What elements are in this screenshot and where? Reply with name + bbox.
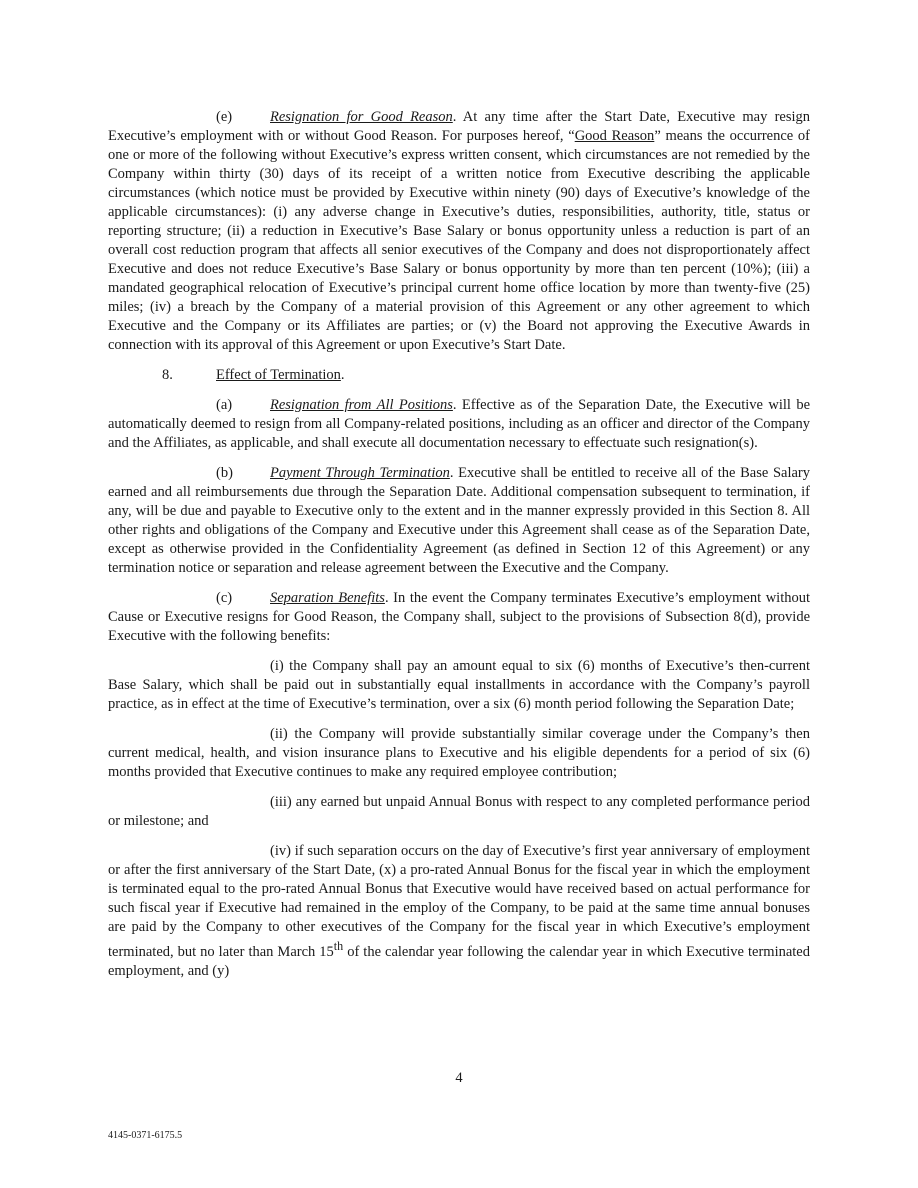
list-item-iv: [108, 842, 810, 981]
paragraph-text: ” means the occurrence of one or more of the following without Executive’s express written consent, which circumstances are not remedied by the Company within thirty (30) days of its receipt of a written notice from Executive describing the applicable circumstances (which notice must be provided by Executive within ninety (90) days of Executive’s knowledge of the applicable circumstances): (i) any adverse change in Executive’s duties, responsibilities, authority, title, status or reporting structure; (ii) a reduction in Executive’s Base Salary or bonus opportunity unless a reduction is part of an overall cost reduction program that affects all senior executives of the Company and does not disproportionately affect Executive and does not reduce Executive’s Base Salary or bonus opportunity by more than ten percent (10%); (iii) a mandated geographical relocation of Executive’s principal current home office location by more than twenty-five (25) miles; (iv) a breach by the Company of a material provision of this Agreement or any other agreement to which Executive and the Company or its Affiliates are parties; or (v) the Board not approving the Executive Awards in connection with its approval of this Agreement or upon Executive’s Start Date.: [108, 128, 810, 353]
ordinal-superscript: th: [333, 939, 344, 953]
paragraph-title: Payment Through Termination: [270, 465, 450, 481]
section-title: Effect of Termination: [216, 367, 341, 383]
paragraph-a: [108, 396, 810, 453]
list-item-i: (i) the Company shall pay an amount equal to six (6) months of Executive’s then-current Base Salary, which shall be paid out in substantially equal installments in accordance with the Company’s payroll practice, as in effect at the time of Executive’s termination, over a six (6) month period following the Separation Date;: [108, 658, 810, 712]
paragraph-label: (e): [216, 109, 233, 125]
paragraph-text: (iv) if such separation occurs on the day of Executive’s first year anniversary of employment or after the first anniversary of the Start Date, (x) a pro-rated Annual Bonus for the fiscal year in which the employment is terminated equal to the pro-rated Annual Bonus that Executive would have received based on actual performance for such fiscal year if Executive had remained in the employ of the Company, to be paid at the same time annual bonuses are paid by the Company to other executives of the Company for the fiscal year in which Executive’s employment terminated, but no later than March 15: [108, 843, 810, 960]
paragraph-text: . In the event the Company terminates Executive’s employment without Cause or Executive resigns for Good Reason, the Company shall, subject to the provisions of Subsection 8(d), provide Executive with the following benefits:: [108, 590, 811, 644]
paragraph-e: [108, 108, 810, 355]
paragraph-text: . At any time after the Start Date, Executive may resign Executive’s employment with or without Good Reason. For purposes hereof, “: [108, 109, 810, 144]
paragraph-label: (b): [216, 465, 233, 481]
paragraph-label: (a): [216, 397, 233, 413]
page-number: 4: [455, 1070, 463, 1086]
document-body: [108, 108, 810, 992]
paragraph-c: [108, 589, 810, 646]
paragraph-label: (c): [216, 590, 233, 606]
section-title-period: .: [340, 367, 345, 383]
paragraph-text: . Executive shall be entitled to receive all of the Base Salary earned and all reimbursements due through the Separation Date. Additional compensation subsequent to termination, if any, will be due and payable to Executive only to the extent and in the manner expressly provided in this Section 8. All other rights and obligations of the Company and Executive under this Agreement shall cease as of the Separation Date, except as otherwise provided in the Confidentiality Agreement (as defined in Section 12 of this Agreement) or any termination notice or separation and release agreement between the Executive and the Company.: [108, 465, 810, 576]
paragraph-title: Separation Benefits: [270, 590, 385, 606]
list-item-iii: (iii) any earned but unpaid Annual Bonus with respect to any completed performance period or milestone; and: [108, 794, 810, 829]
paragraph-text: . Effective as of the Separation Date, the Executive will be automatically deemed to resign from all Company-related positions, including as an officer and director of the Company and the Affiliates, as applicable, and shall execute all documentation necessary to effectuate such resignation(s).: [108, 397, 811, 451]
paragraph-title: Resignation from All Positions: [270, 397, 453, 413]
section-heading: [108, 366, 810, 385]
list-item-ii: (ii) the Company will provide substantially similar coverage under the Company’s then current medical, health, and vision insurance plans to Executive and his eligible dependents for a period of six (6) months provided that Executive continues to make any required employee contribution;: [108, 726, 810, 780]
defined-term: Good Reason: [574, 128, 655, 144]
document-id: 4145-0371-6175.5: [108, 1130, 183, 1141]
paragraph-title: Resignation for Good Reason: [270, 109, 453, 125]
paragraph-text: of the calendar year following the calendar year in which Executive terminated employment, and (y): [108, 943, 810, 979]
section-number: 8.: [162, 367, 173, 383]
paragraph-b: [108, 464, 810, 578]
